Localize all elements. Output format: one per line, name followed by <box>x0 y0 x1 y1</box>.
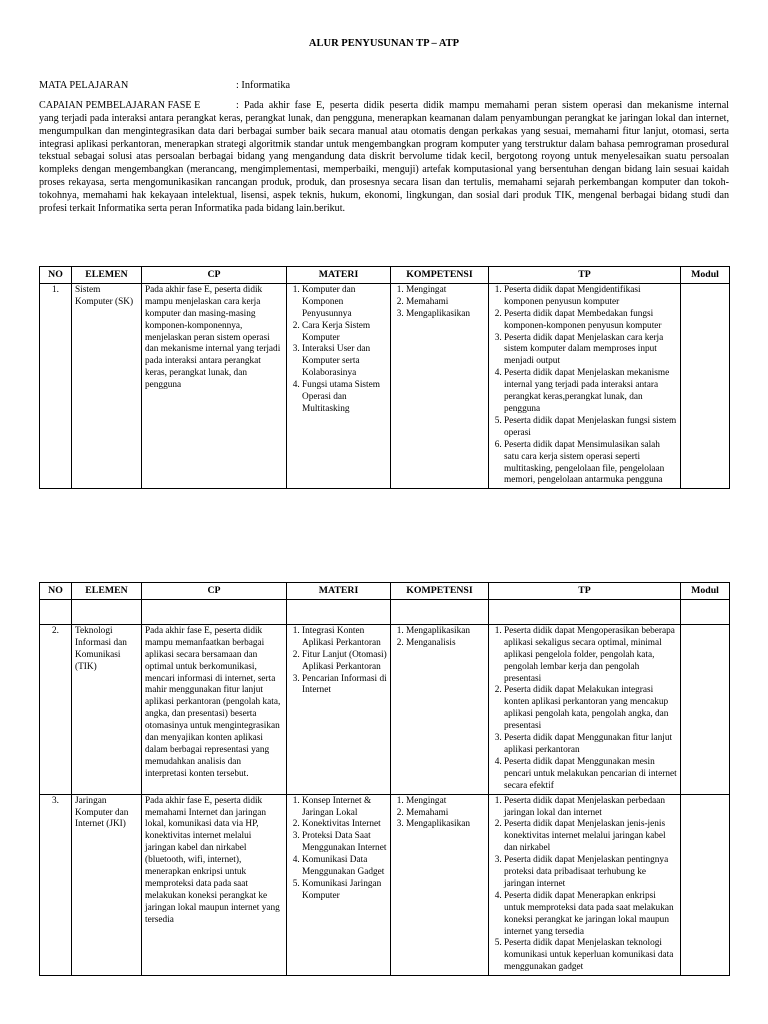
tp-list <box>492 796 677 975</box>
list-item: 4. Fungsi utama Sistem Operasi dan Multitasking <box>302 380 387 416</box>
header-materi: MATERI <box>287 583 391 600</box>
row-elemen: Sistem Komputer (SK) <box>72 283 142 488</box>
capaian-text: yang terjadi pada interaksi antara perangkat keras, perangkat lunak, dan pengguna, menerapkan keamanan dalam penyambungan perangkat ke jaringan lokal dan internet, mengumpulkan dan mengintegrasikan data dari berbagai sumber baik secara manual atau otomatis dengan perkakas yang sesuai, memahami fitur lanjut, otomasi, serta integrasi aplikasi perkantoran, menerapkan strategi algoritmik standar untuk mengembangkan program komputer yang terstruktur dalam bahasa pemrograman prosedural tekstual sebagai solusi atas persoalan berbagai bidang yang mengandung data diskrit bervolume tidak kecil, bergotong royong untuk menyelesaikan suatu persoalan kompleks dengan mengembangkan (merancang, mengimplementasi, memperbaiki, menguji) artefak komputasional yang bersentuhan dengan bidang lain sesuai kaidah proses rekayasa, serta mengomunikasikan rancangan produk, produk, dan prosesnya secara lisan dan tertulis, memahami sejarah perkembangan komputer dan tokoh-tokohnya, memahami hak kekayaan intelektual, lisensi, aspek teknis, hukum, ekonomi, lingkungan, dan sosial dari produk TIK, mengenal berbagai bidang studi dan profesi terkait Informatika serta peran Informatika pada bidang lain.berikut. <box>39 112 729 214</box>
header-cp: CP <box>142 267 287 284</box>
row-modul <box>681 624 730 794</box>
list-item: 4. Peserta didik dapat Menggunakan mesin pencari untuk melakukan pencarian di internet secara efektif <box>504 757 677 793</box>
list-item: 5. Komunikasi Jaringan Komputer <box>302 879 387 903</box>
list-item: 4. Komunikasi Data Menggunakan Gadget <box>302 855 387 879</box>
table-header-row <box>40 583 730 600</box>
list-item: 2. Menganalisis <box>406 638 485 650</box>
mata-pelajaran-row <box>39 80 290 91</box>
list-item: 1. Konsep Internet & Jaringan Lokal <box>302 796 387 820</box>
list-item: 2. Fitur Lanjut (Otomasi) Aplikasi Perkantoran <box>302 650 387 674</box>
continuation-cell <box>40 599 72 624</box>
list-item: 2. Cara Kerja Sistem Komputer <box>302 321 387 345</box>
header-no: NO <box>40 583 72 600</box>
capaian-pembelajaran <box>39 100 729 216</box>
list-item: 2. Memahami <box>406 808 485 820</box>
row-modul <box>681 283 730 488</box>
continuation-cell <box>72 599 142 624</box>
header-tp: TP <box>489 583 681 600</box>
list-item: 1. Mengingat <box>406 285 485 297</box>
mata-pelajaran-label: MATA PELAJARAN <box>39 80 129 91</box>
list-item: 2. Peserta didik dapat Membedakan fungsi komponen-komponen penyusun komputer <box>504 309 677 333</box>
list-item: 1. Mengingat <box>406 796 485 808</box>
row-number: 3. <box>40 794 72 976</box>
list-item: 6. Peserta didik dapat Mensimulasikan salah satu cara kerja sistem operasi seperti multitasking, pengelolaan file, pengelolaan memori, pengelolaan antarmuka pengguna <box>504 440 677 488</box>
header-tp: TP <box>489 267 681 284</box>
materi-list <box>290 796 387 903</box>
header-materi: MATERI <box>287 267 391 284</box>
atp-table-1 <box>39 266 730 489</box>
row-elemen: Teknologi Informasi dan Komunikasi (TIK) <box>72 624 142 794</box>
list-item: 3. Peserta didik dapat Menjelaskan cara kerja sistem komputer dalam memproses input menjadi output <box>504 333 677 369</box>
row-materi <box>287 794 391 976</box>
tp-list <box>492 626 677 793</box>
atp-table-2 <box>39 582 730 976</box>
list-item: 3. Peserta didik dapat Menggunakan fitur lanjut aplikasi perkantoran <box>504 733 677 757</box>
row-kompetensi <box>391 794 489 976</box>
table-header-row <box>40 267 730 284</box>
continuation-cell <box>142 599 287 624</box>
list-item: 1. Integrasi Konten Aplikasi Perkantoran <box>302 626 387 650</box>
row-number: 1. <box>40 283 72 488</box>
row-tp <box>489 794 681 976</box>
list-item: 3. Mengaplikasikan <box>406 819 485 831</box>
row-cp: Pada akhir fase E, peserta didik mampu menjelaskan cara kerja komputer dan masing-masing komponen-komponennya, menjelaskan peran sistem operasi dan mekanisme internal yang terjadi pada interaksi antara perangkat keras, perangkat lunak, dan pengguna <box>142 283 287 488</box>
row-modul <box>681 794 730 976</box>
list-item: 1. Peserta didik dapat Mengidentifikasi komponen penyusun komputer <box>504 285 677 309</box>
continuation-cell <box>287 599 391 624</box>
list-item: 4. Peserta didik dapat Menerapkan enkripsi untuk memproteksi data pada saat melakukan koneksi perangkat ke jaringan lokal maupun internet yang tersedia <box>504 891 677 939</box>
list-item: 5. Peserta didik dapat Menjelaskan fungsi sistem operasi <box>504 416 677 440</box>
list-item: 3. Interaksi User dan Komputer serta Kolaborasinya <box>302 344 387 380</box>
header-modul: Modul <box>681 267 730 284</box>
header-elemen: ELEMEN <box>72 267 142 284</box>
row-elemen: Jaringan Komputer dan Internet (JKI) <box>72 794 142 976</box>
row-number: 2. <box>40 624 72 794</box>
row-tp <box>489 624 681 794</box>
list-item: 3. Peserta didik dapat Menjelaskan pentingnya proteksi data pribadisaat terhubung ke jaringan internet <box>504 855 677 891</box>
row-kompetensi <box>391 283 489 488</box>
header-modul: Modul <box>681 583 730 600</box>
header-cp: CP <box>142 583 287 600</box>
continuation-cell <box>681 599 730 624</box>
table-row <box>40 624 730 794</box>
header-kompetensi: KOMPETENSI <box>391 583 489 600</box>
kompetensi-list <box>394 796 485 832</box>
row-materi <box>287 283 391 488</box>
header-elemen: ELEMEN <box>72 583 142 600</box>
list-item: 2. Konektivitas Internet <box>302 819 387 831</box>
list-item: 1. Peserta didik dapat Mengoperasikan beberapa aplikasi sekaligus secara optimal, minimal aplikasi pengelola folder, pengolah kata, pengolah lembar kerja dan pengolah presentasi <box>504 626 677 686</box>
row-kompetensi <box>391 624 489 794</box>
continuation-cell <box>391 599 489 624</box>
capaian-label: CAPAIAN PEMBELAJARAN FASE E <box>39 100 201 111</box>
row-materi <box>287 624 391 794</box>
capaian-first-line: : Pada akhir fase E, peserta didik peserta didik mampu memahami peran sistem operasi dan mekanisme internal <box>236 100 729 111</box>
continuation-row <box>40 599 730 624</box>
materi-list <box>290 626 387 697</box>
row-cp: Pada akhir fase E, peserta didik memahami Internet dan jaringan lokal, komunikasi data via HP, konektivitas internet melalui jaringan kabel dan nirkabel (bluetooth, wifi, internet), menerapkan enkripsi untuk memproteksi data pada saat melakukan koneksi perangkat ke jaringan lokal maupun internet yang tersedia <box>142 794 287 976</box>
list-item: 3. Mengaplikasikan <box>406 309 485 321</box>
mata-pelajaran-value: : Informatika <box>236 80 291 91</box>
kompetensi-list <box>394 626 485 650</box>
list-item: 2. Peserta didik dapat Melakukan integrasi konten aplikasi perkantoran yang mencakup aplikasi pengolah kata, pengolah angka, dan presentasi <box>504 685 677 733</box>
document-title: ALUR PENYUSUNAN TP – ATP <box>308 38 460 49</box>
table-row <box>40 283 730 488</box>
list-item: 2. Memahami <box>406 297 485 309</box>
materi-list <box>290 285 387 416</box>
tp-list <box>492 285 677 487</box>
list-item: 3. Proteksi Data Saat Menggunakan Internet <box>302 831 387 855</box>
list-item: 5. Peserta didik dapat Menjelaskan teknologi komunikasi untuk keperluan komunikasi data menggunakan gadget <box>504 938 677 974</box>
list-item: 2. Peserta didik dapat Menjelaskan jenis-jenis konektivitas internet melalui jaringan kabel dan nirkabel <box>504 819 677 855</box>
list-item: 4. Peserta didik dapat Menjelaskan mekanisme internal yang terjadi pada interaksi antara perangkat keras,perangkat lunak, dan pengguna <box>504 368 677 416</box>
header-kompetensi: KOMPETENSI <box>391 267 489 284</box>
list-item: 1. Mengaplikasikan <box>406 626 485 638</box>
continuation-cell <box>489 599 681 624</box>
header-no: NO <box>40 267 72 284</box>
table-page-1 <box>0 266 768 501</box>
table-row <box>40 794 730 976</box>
row-cp: Pada akhir fase E, peserta didik mampu memanfaatkan berbagai aplikasi secara bersamaan dan optimal untuk berkomunikasi, mencari informasi di internet, serta mahir menggunakan fitur lanjut aplikasi perkantoran (pengolah kata, angka, dan presentasi) beserta otomasinya untuk mengintegrasikan dan menyajikan konten aplikasi dalam berbagai representasi yang memudahkan analisis dan interpretasi konten tersebut. <box>142 624 287 794</box>
list-item: 1. Peserta didik dapat Menjelaskan perbedaan jaringan lokal dan internet <box>504 796 677 820</box>
row-tp <box>489 283 681 488</box>
kompetensi-list <box>394 285 485 321</box>
list-item: 3. Pencarian Informasi di Internet <box>302 674 387 698</box>
table-page-2 <box>0 582 768 1024</box>
list-item: 1. Komputer dan Komponen Penyusunnya <box>302 285 387 321</box>
